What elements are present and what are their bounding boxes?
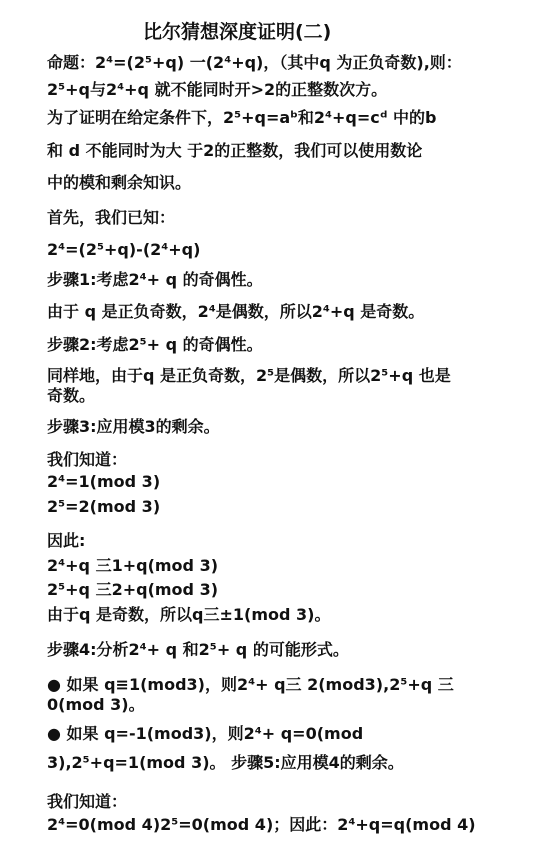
text-line: 2⁴=1(mod 3) (47, 472, 161, 491)
text-line: 步骤2:考虑2⁵+ q 的奇偶性。 (47, 335, 263, 354)
text-line: 步骤1:考虑2⁴+ q 的奇偶性。 (47, 270, 263, 289)
text-line: 0(mod 3)。 (47, 695, 145, 714)
page-title: 比尔猜想深度证明(二) (143, 21, 332, 43)
text-line: 2⁵+q与2⁴+q 就不能同时开>2的正整数次方。 (47, 80, 388, 99)
text-line: 2⁴+q 三1+q(mod 3) (47, 556, 219, 575)
text-line: 奇数。 (47, 386, 96, 405)
text-line: 为了证明在给定条件下，2⁵+q=aᵇ和2⁴+q=cᵈ 中的b (47, 108, 437, 127)
text-line: 命题：2⁴=(2⁵+q) 一(2⁴+q)，（其中q 为正负奇数),则： (47, 53, 462, 72)
text-line: 由于q 是奇数，所以q三±1(mod 3)。 (47, 605, 331, 624)
text-line: 同样地，由于q 是正负奇数，2⁵是偶数，所以2⁵+q 也是 (47, 366, 451, 385)
text-line: 中的模和剩余知识。 (47, 173, 192, 192)
text-line: 2⁵=2(mod 3) (47, 497, 161, 516)
text-line: 2⁴=(2⁵+q)-(2⁴+q) (47, 240, 201, 259)
text-line: ● 如果 q≡1(mod3)，则2⁴+ q三 2(mod3),2⁵+q 三 (47, 675, 454, 694)
text-line: ● 如果 q=-1(mod3)，则2⁴+ q=0(mod (47, 724, 364, 743)
text-line: 因此: (47, 531, 86, 550)
text-line: 我们知道： (47, 792, 128, 811)
text-line: 3),2⁵+q=1(mod 3)。 步骤5:应用模4的剩余。 (47, 753, 404, 772)
text-line: 首先，我们已知： (47, 208, 176, 227)
text-line: 步骤4:分析2⁴+ q 和2⁵+ q 的可能形式。 (47, 640, 349, 659)
text-line: 2⁵+q 三2+q(mod 3) (47, 580, 219, 599)
text-line: 由于 q 是正负奇数，2⁴是偶数，所以2⁴+q 是奇数。 (47, 302, 425, 321)
text-line: 2⁴=0(mod 4)2⁵=0(mod 4)；因此：2⁴+q=q(mod 4) (47, 815, 476, 834)
text-line: 我们知道： (47, 450, 128, 469)
text-line: 步骤3:应用模3的剩余。 (47, 417, 220, 436)
text-line: 和 d 不能同时为大 于2的正整数，我们可以使用数论 (47, 141, 423, 160)
